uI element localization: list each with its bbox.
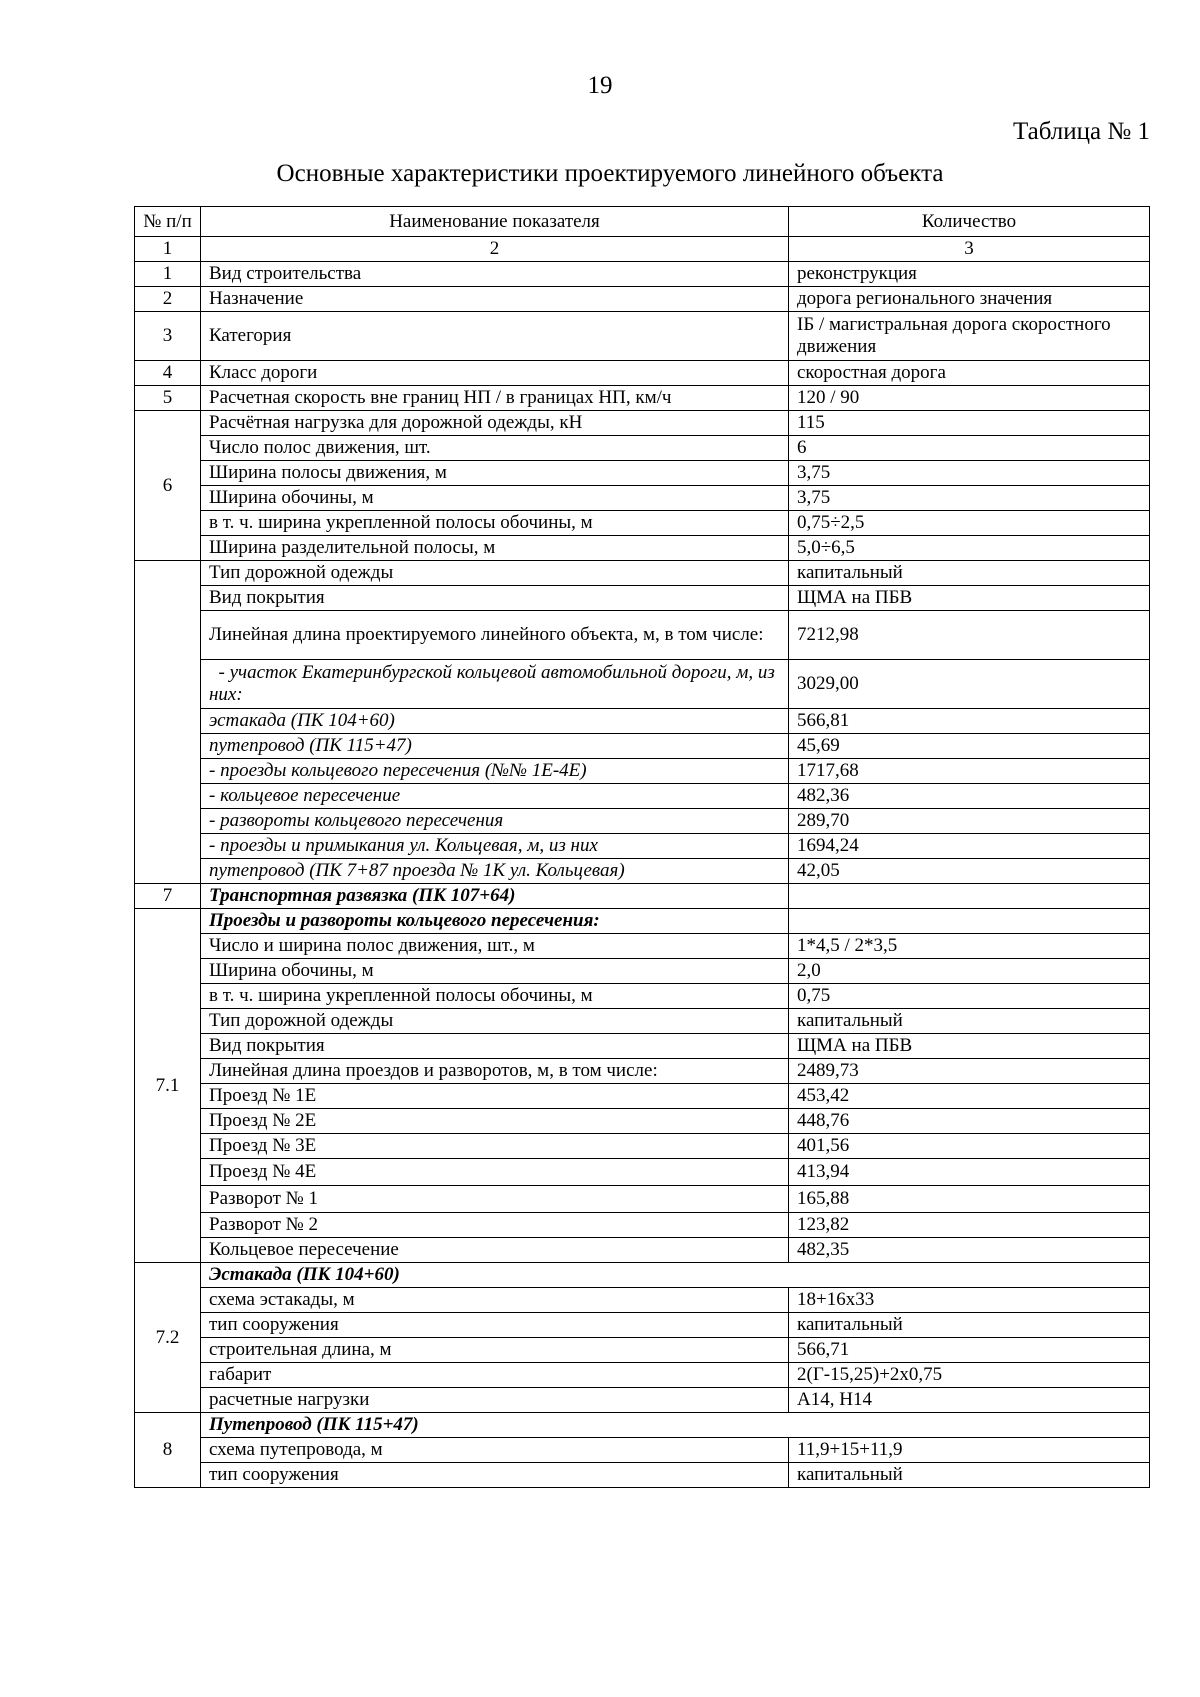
row-name: Вид покрытия	[201, 586, 789, 611]
table-row	[135, 859, 1150, 884]
row-name: путепровод (ПК 7+87 проезда № 1К ул. Кольцевая)	[201, 859, 789, 884]
table-row	[135, 884, 1150, 909]
table-row	[135, 536, 1150, 561]
table-row	[135, 1109, 1150, 1134]
row-name: строительная длина, м	[201, 1338, 789, 1363]
table-row	[135, 436, 1150, 461]
row-qty: 566,71	[789, 1338, 1150, 1363]
table-row	[135, 312, 1150, 361]
row-name: в т. ч. ширина укрепленной полосы обочины, м	[201, 984, 789, 1009]
row-qty: 11,9+15+11,9	[789, 1438, 1150, 1463]
table-row	[135, 386, 1150, 411]
row-qty: 7212,98	[789, 611, 1150, 660]
table-row	[135, 1238, 1150, 1263]
table-row	[135, 1263, 1150, 1288]
table-row	[135, 1059, 1150, 1084]
row-name: - кольцевое пересечение	[201, 784, 789, 809]
group-7-1-num: 7.1	[135, 909, 201, 1263]
row-name: схема эстакады, м	[201, 1288, 789, 1313]
row-num: 4	[135, 361, 201, 386]
table-row	[135, 1134, 1150, 1159]
table-row	[135, 262, 1150, 287]
header-index-row	[135, 237, 1150, 262]
row-name: Расчётная нагрузка для дорожной одежды, кН	[201, 411, 789, 436]
table-row	[135, 586, 1150, 611]
table-row	[135, 759, 1150, 784]
row-name: эстакада (ПК 104+60)	[201, 709, 789, 734]
header-qty: Количество	[789, 207, 1150, 237]
row-name: Тип дорожной одежды	[201, 561, 789, 586]
row-qty: капитальный	[789, 561, 1150, 586]
table-row	[135, 561, 1150, 586]
table-row	[135, 1313, 1150, 1338]
row-qty: 413,94	[789, 1159, 1150, 1186]
row-qty: 448,76	[789, 1109, 1150, 1134]
table-row	[135, 909, 1150, 934]
row-name: Линейная длина проектируемого линейного объекта, м, в том числе:	[201, 611, 789, 660]
table-label: Таблица № 1	[1012, 118, 1150, 145]
row-qty: 1*4,5 / 2*3,5	[789, 934, 1150, 959]
table-row	[135, 1186, 1150, 1213]
row-name: Проезд № 1Е	[201, 1084, 789, 1109]
row-qty: 2489,73	[789, 1059, 1150, 1084]
row-num: 7	[135, 884, 201, 909]
characteristics-table	[134, 206, 1150, 1488]
row-name: Вид покрытия	[201, 1034, 789, 1059]
row-qty: 401,56	[789, 1134, 1150, 1159]
table-row	[135, 1213, 1150, 1238]
row-name: расчетные нагрузки	[201, 1388, 789, 1413]
header-name: Наименование показателя	[201, 207, 789, 237]
row-qty: 2(Г-15,25)+2х0,75	[789, 1363, 1150, 1388]
row-qty: скоростная дорога	[789, 361, 1150, 386]
row-qty: IБ / магистральная дорога скоростного движения	[789, 312, 1150, 361]
table-row	[135, 709, 1150, 734]
row-name: Ширина обочины, м	[201, 959, 789, 984]
row-qty: капитальный	[789, 1463, 1150, 1488]
row-name: Транспортная развязка (ПК 107+64)	[201, 884, 789, 909]
row-name: Класс дороги	[201, 361, 789, 386]
row-name: Число и ширина полос движения, шт., м	[201, 934, 789, 959]
table-row	[135, 1413, 1150, 1438]
row-qty: 482,35	[789, 1238, 1150, 1263]
group-7-1-heading: Проезды и развороты кольцевого пересечения:	[201, 909, 789, 934]
row-qty: 0,75÷2,5	[789, 511, 1150, 536]
table-row	[135, 734, 1150, 759]
table-row	[135, 660, 1150, 709]
table-row	[135, 984, 1150, 1009]
table-row	[135, 784, 1150, 809]
row-name: Вид строительства	[201, 262, 789, 287]
row-name: - проезды и примыкания ул. Кольцевая, м, из них	[201, 834, 789, 859]
table-row	[135, 1159, 1150, 1186]
row-name: - проезды кольцевого пересечения (№№ 1Е-4Е)	[201, 759, 789, 784]
row-qty: капитальный	[789, 1313, 1150, 1338]
table-row	[135, 486, 1150, 511]
row-qty: 115	[789, 411, 1150, 436]
table-row	[135, 1363, 1150, 1388]
table-row	[135, 809, 1150, 834]
row-name: Категория	[201, 312, 789, 361]
row-name: - развороты кольцевого пересечения	[201, 809, 789, 834]
row-qty	[789, 909, 1150, 934]
row-num: 3	[135, 312, 201, 361]
row-name: габарит	[201, 1363, 789, 1388]
header-row	[135, 207, 1150, 237]
row-qty: 0,75	[789, 984, 1150, 1009]
table-title: Основные характеристики проектируемого линейного объекта	[276, 160, 944, 187]
row-qty: 165,88	[789, 1186, 1150, 1213]
table-row	[135, 1463, 1150, 1488]
row-qty: 123,82	[789, 1213, 1150, 1238]
row-qty: 42,05	[789, 859, 1150, 884]
row-qty: 3,75	[789, 461, 1150, 486]
header-num: № п/п	[135, 207, 201, 237]
row-qty: 3029,00	[789, 660, 1150, 709]
row-qty: 5,0÷6,5	[789, 536, 1150, 561]
row-name: тип сооружения	[201, 1463, 789, 1488]
row-num: 5	[135, 386, 201, 411]
table-row	[135, 1009, 1150, 1034]
row-num: 2	[135, 287, 201, 312]
row-qty: 566,81	[789, 709, 1150, 734]
row-name: Проезд № 4Е	[201, 1159, 789, 1186]
row-name: Число полос движения, шт.	[201, 436, 789, 461]
empty-num-cell	[135, 561, 201, 884]
row-name: Назначение	[201, 287, 789, 312]
table-row	[135, 1338, 1150, 1363]
table-row	[135, 1084, 1150, 1109]
row-name: Проезд № 3Е	[201, 1134, 789, 1159]
table-row	[135, 1034, 1150, 1059]
row-name: Проезд № 2Е	[201, 1109, 789, 1134]
row-qty: 2,0	[789, 959, 1150, 984]
row-qty: 482,36	[789, 784, 1150, 809]
table-row	[135, 461, 1150, 486]
row-name: Разворот № 1	[201, 1186, 789, 1213]
row-qty: 453,42	[789, 1084, 1150, 1109]
row-qty: 1717,68	[789, 759, 1150, 784]
header-index-3: 3	[789, 237, 1150, 262]
row-name: тип сооружения	[201, 1313, 789, 1338]
table-row	[135, 287, 1150, 312]
row-qty: 289,70	[789, 809, 1150, 834]
group-8-num: 8	[135, 1413, 201, 1488]
table-row	[135, 959, 1150, 984]
row-qty: 45,69	[789, 734, 1150, 759]
row-name: Линейная длина проездов и разворотов, м, в том числе:	[201, 1059, 789, 1084]
table-row	[135, 1438, 1150, 1463]
table-row	[135, 611, 1150, 660]
row-name: - участок Екатеринбургской кольцевой автомобильной дороги, м, из них:	[201, 660, 789, 709]
row-name: путепровод (ПК 115+47)	[201, 734, 789, 759]
table-row	[135, 1388, 1150, 1413]
table-row	[135, 934, 1150, 959]
row-qty: 18+16х33	[789, 1288, 1150, 1313]
header-index-2: 2	[201, 237, 789, 262]
row-qty: 6	[789, 436, 1150, 461]
group-7-2-heading: Эстакада (ПК 104+60)	[201, 1263, 1150, 1288]
table-row	[135, 834, 1150, 859]
row-qty: ЩМА на ПБВ	[789, 586, 1150, 611]
row-name: Тип дорожной одежды	[201, 1009, 789, 1034]
row-name: Разворот № 2	[201, 1213, 789, 1238]
header-index-1: 1	[135, 237, 201, 262]
group-7-2-num: 7.2	[135, 1263, 201, 1413]
row-qty: 120 / 90	[789, 386, 1150, 411]
row-qty: ЩМА на ПБВ	[789, 1034, 1150, 1059]
row-qty: дорога регионального значения	[789, 287, 1150, 312]
table-row	[135, 1288, 1150, 1313]
row-qty: 1694,24	[789, 834, 1150, 859]
row-name: Кольцевое пересечение	[201, 1238, 789, 1263]
row-qty: реконструкция	[789, 262, 1150, 287]
row-qty: 3,75	[789, 486, 1150, 511]
group-8-heading: Путепровод (ПК 115+47)	[201, 1413, 1150, 1438]
row-qty	[789, 884, 1150, 909]
row-qty: А14, Н14	[789, 1388, 1150, 1413]
row-name: Ширина разделительной полосы, м	[201, 536, 789, 561]
page-number: 19	[587, 72, 613, 99]
row-num: 1	[135, 262, 201, 287]
row-name: Ширина обочины, м	[201, 486, 789, 511]
table-row	[135, 361, 1150, 386]
row-name: Ширина полосы движения, м	[201, 461, 789, 486]
table-row	[135, 411, 1150, 436]
row-name: в т. ч. ширина укрепленной полосы обочины, м	[201, 511, 789, 536]
row-qty: капитальный	[789, 1009, 1150, 1034]
row-name: Расчетная скорость вне границ НП / в границах НП, км/ч	[201, 386, 789, 411]
table-row	[135, 511, 1150, 536]
group-6-num: 6	[135, 411, 201, 561]
row-name: схема путепровода, м	[201, 1438, 789, 1463]
